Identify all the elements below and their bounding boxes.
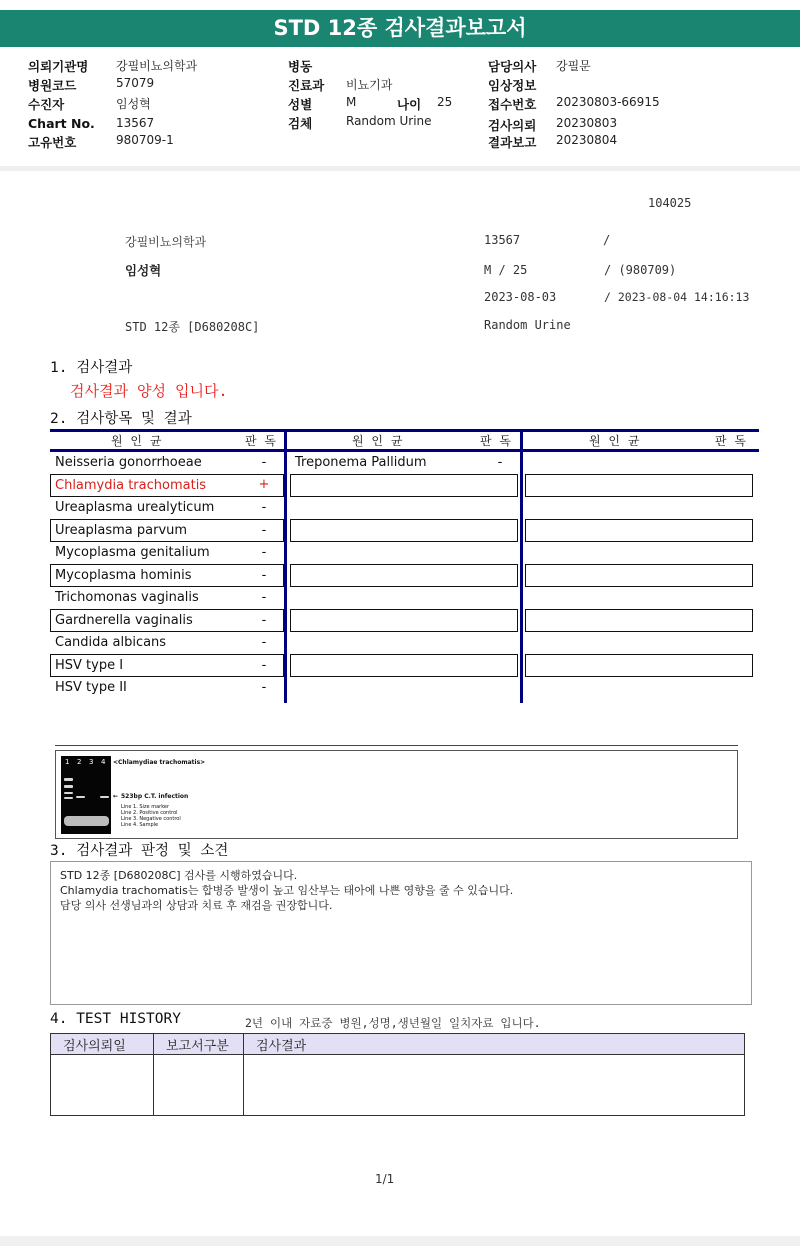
history-cell (51, 1055, 154, 1116)
organism-result: - (261, 635, 267, 650)
history-col-header: 검사결과 (244, 1034, 745, 1055)
organism-result: - (261, 590, 267, 605)
header-value: 980709-1 (116, 133, 174, 147)
header-value: 비뇨기과 (346, 78, 393, 92)
history-table (50, 1033, 745, 1116)
organism-name: Mycoplasma hominis (55, 568, 192, 583)
organism-result: - (261, 568, 267, 583)
header-label: 성별 (288, 97, 313, 112)
marker-band (64, 792, 73, 794)
footer-band (0, 1236, 800, 1246)
header-value: 13567 (116, 116, 155, 130)
organism-name: Treponema Pallidum (295, 455, 427, 470)
organism-result: - (261, 523, 267, 538)
header-label: 검체 (288, 116, 313, 131)
organism-result: - (261, 455, 267, 470)
grid-header-line (50, 449, 759, 452)
organism-name: Ureaplasma urealyticum (55, 500, 215, 515)
header-label: 검사의뢰 (488, 118, 537, 133)
organism-name: Neisseria gonorrhoeae (55, 455, 202, 470)
summary-slash: / (603, 233, 611, 247)
primer-dimer-band (64, 816, 109, 826)
header-label: 병원코드 (28, 78, 77, 93)
lane-label: 3 (89, 758, 94, 766)
organism-result: - (261, 500, 267, 515)
header-label: 담당의사 (488, 59, 537, 74)
lane-label: 1 (65, 758, 70, 766)
header-label: 임상정보 (488, 78, 537, 93)
organism-name: HSV type I (55, 658, 124, 673)
header-label: 진료과 (288, 78, 325, 93)
report-title: STD 12종 검사결과보고서 (0, 10, 800, 47)
header-value: 20230804 (556, 133, 618, 147)
organism-result: - (261, 613, 267, 628)
gel-top-rule (55, 745, 738, 746)
summary-sex-age: M / 25 (484, 263, 528, 277)
report-code: 104025 (648, 196, 692, 210)
result-positive-text: 검사결과 양성 입니다. (70, 382, 228, 400)
header-label: 접수번호 (488, 97, 537, 112)
summary-hospital: 강필비뇨의학과 (125, 235, 207, 249)
header-value: 강필문 (556, 59, 591, 73)
organism-result: - (497, 455, 503, 470)
result-row-box (290, 609, 518, 632)
organism-result-positive: + (258, 477, 270, 492)
header-value: 강필비뇨의학과 (116, 59, 198, 73)
col-header-organism: 원 인 균 (111, 434, 164, 448)
summary-specimen: Random Urine (484, 318, 571, 332)
page-number: 1/1 (375, 1172, 395, 1186)
header-label: 결과보고 (488, 135, 537, 150)
organism-name: Trichomonas vaginalis (55, 590, 199, 605)
positive-control-band (76, 796, 85, 798)
grid-divider (284, 429, 287, 703)
summary-chart: 13567 (484, 233, 521, 247)
opinion-box (50, 861, 752, 1005)
organism-name: Candida albicans (55, 635, 167, 650)
result-row-box (290, 474, 518, 497)
summary-test-name: STD 12종 [D680208C] (125, 320, 260, 334)
header-label: 병동 (288, 59, 313, 74)
gel-legend-line: Line 3. Negative control (121, 816, 181, 822)
header-value: M (346, 95, 357, 109)
header-value: 57079 (116, 76, 155, 90)
marker-band (64, 778, 73, 781)
organism-result: - (261, 680, 267, 695)
opinion-line: STD 12종 [D680208C] 검사를 시행하였습니다. (60, 869, 298, 882)
result-row-box (290, 654, 518, 677)
header-value: 20230803-66915 (556, 95, 660, 109)
gel-caption: <Chlamydiae trachomatis> (113, 759, 206, 766)
result-row-box (525, 654, 753, 677)
section1-title: 1. 검사결과 (50, 360, 133, 376)
organism-result: - (261, 658, 267, 673)
history-col-header: 검사의뢰일 (51, 1034, 154, 1055)
header-label: Chart No. (28, 116, 95, 131)
header-value: 임성혁 (116, 97, 151, 111)
col-header-organism: 원 인 균 (589, 434, 642, 448)
history-col-header: 보고서구분 (154, 1034, 244, 1055)
organism-name: Mycoplasma genitalium (55, 545, 210, 560)
history-cell (154, 1055, 244, 1116)
marker-band (64, 797, 73, 799)
header-value: 20230803 (556, 116, 618, 130)
divider (0, 166, 800, 171)
col-header-judge: 판 독 (245, 434, 278, 448)
band-label: 523bp C.T. infection (121, 793, 189, 800)
header-value: Random Urine (346, 114, 432, 128)
result-row-box (525, 519, 753, 542)
col-header-judge: 판 독 (480, 434, 513, 448)
age-label: 나이 (397, 97, 422, 112)
result-row-box (525, 564, 753, 587)
summary-report-datetime: / 2023-08-04 14:16:13 (604, 290, 750, 304)
age-value: 25 (437, 95, 453, 109)
section4-title: 4. TEST HISTORY (50, 1011, 181, 1027)
section3-title: 3. 검사결과 판정 및 소견 (50, 843, 229, 859)
result-row-box (525, 474, 753, 497)
section2-title: 2. 검사항목 및 결과 (50, 411, 192, 427)
col-header-judge: 판 독 (715, 434, 748, 448)
gel-electrophoresis-image (55, 750, 738, 839)
sample-band (100, 796, 109, 798)
opinion-line: 담당 의사 선생님과의 상담과 치료 후 재검을 권장합니다. (60, 899, 333, 912)
header-label: 의뢰기관명 (28, 59, 89, 74)
summary-birth: / (980709) (604, 263, 677, 277)
history-cell (244, 1055, 745, 1116)
result-row-box (290, 564, 518, 587)
lane-label: 2 (77, 758, 82, 766)
history-note: 2년 이내 자료중 병원,성명,생년월일 일치자료 입니다. (245, 1016, 541, 1030)
col-header-organism: 원 인 균 (352, 434, 405, 448)
gel-legend-line: Line 1. Size marker (121, 804, 170, 810)
gel-photo (61, 756, 111, 834)
lane-label: 4 (101, 758, 106, 766)
header-label: 고유번호 (28, 135, 77, 150)
organism-name: Gardnerella vaginalis (55, 613, 193, 628)
result-row-box (290, 519, 518, 542)
gel-legend-line: Line 2. Positive control (121, 810, 178, 816)
opinion-line: Chlamydia trachomatis는 합병증 발생이 높고 임산부는 태아에 나쁜 영향을 줄 수 있습니다. (60, 884, 514, 897)
organism-name: Ureaplasma parvum (55, 523, 188, 538)
marker-band (64, 785, 73, 788)
gel-legend-line: Line 4. Sample (121, 822, 159, 828)
header-label: 수진자 (28, 97, 65, 112)
summary-patient: 임성혁 (125, 263, 162, 278)
organism-result: - (261, 545, 267, 560)
arrow-icon: ← (113, 793, 119, 800)
result-row-box (525, 609, 753, 632)
grid-divider (520, 429, 523, 703)
organism-name-positive: Chlamydia trachomatis (55, 478, 207, 493)
organism-name: HSV type II (55, 680, 127, 695)
summary-receipt-date: 2023-08-03 (484, 290, 557, 304)
